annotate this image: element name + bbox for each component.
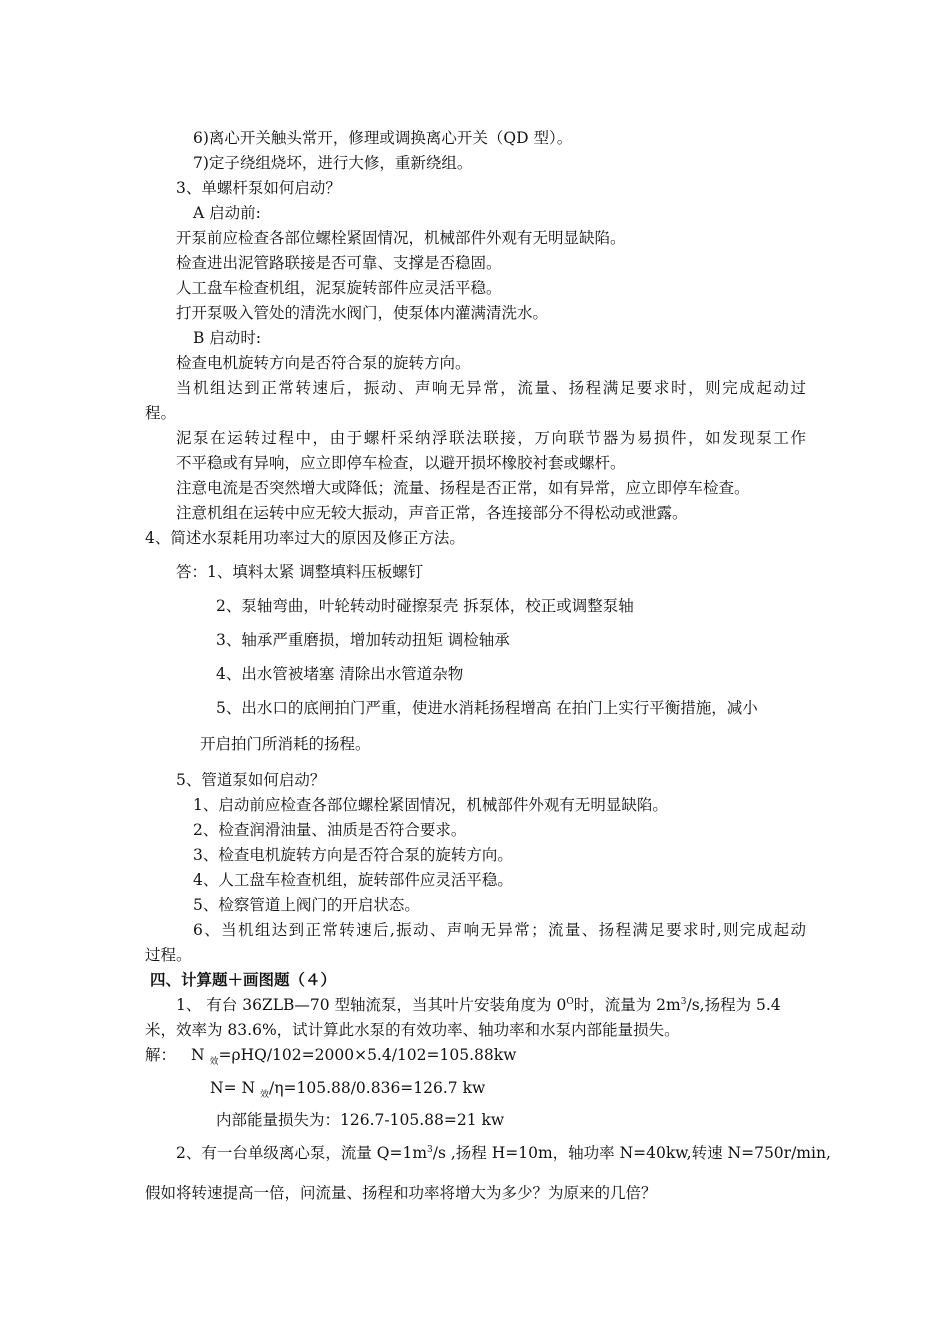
text-line: 不平稳或有异响，应立即停车检查，以避开损坏橡胶衬套或螺杆。 xyxy=(176,454,626,472)
calc-question-1-cont: 米，效率为 83.6%，试计算此水泵的有效功率、轴功率和水泵内部能量损失。 xyxy=(145,1021,680,1039)
text-line: 2、检查润滑油量、油质是否符合要求。 xyxy=(193,821,467,839)
subheading: B 启动时: xyxy=(193,329,262,347)
text-line: 3、检查电机旋转方向是否符合泵的旋转方向。 xyxy=(193,846,513,864)
formula-line: N $_效$=ρHQ/102=2000×5.4/102=105.88kw xyxy=(191,1046,517,1068)
section-heading: 四、计算题＋画图题（４） xyxy=(150,970,337,989)
text-line: 过程。 xyxy=(145,946,192,964)
question-heading: 5、管道泵如何启动？ xyxy=(176,771,326,789)
text-line: 打开泵吸入管处的清洗水阀门，使泵体内灌满清洗水。 xyxy=(176,304,549,322)
text-line: 检查进出泥管路联接是否可靠、支撑是否稳固。 xyxy=(176,254,502,272)
calc-question-2-cont: 假如将转速提高一倍，问流量、扬程和功率将增大为多少？为原来的几倍？ xyxy=(145,1184,657,1202)
calc-question-1: 1、 有台 36ZLB—70 型轴流泵，当其叶片安装角度为 $0^O$时，流量为 $2m^3/s$,扬程为 5.4 xyxy=(176,996,781,1014)
answer-line: 5、出水口的底闸拍门严重，使进水消耗扬程增高 在拍门上实行平衡措施，减小 xyxy=(216,699,758,717)
text-line: 人工盘车检查机组，泥泵旋转部件应灵活平稳。 xyxy=(176,279,502,297)
text-line: 6)离心开关触头常开，修理或调换离心开关（QD 型）。 xyxy=(193,129,573,147)
solution-label: 解： xyxy=(145,1046,177,1064)
text-line: 程。 xyxy=(145,404,177,422)
text-line: 7)定子绕组烧坏，进行大修，重新绕组。 xyxy=(193,154,473,172)
answer-line: 答：1、填料太紧 调整填料压板螺钉 xyxy=(176,563,424,581)
subheading: A 启动前: xyxy=(193,204,261,222)
text-line: 检查电机旋转方向是否符合泵的旋转方向。 xyxy=(176,354,471,372)
text-line: 注意机组在运转中应无较大振动，声音正常，各连接部分不得松动或泄露。 xyxy=(176,504,688,522)
text-line: 6、当机组达到正常转速后,振动、声响无异常；流量、扬程满足要求时,则完成起动 xyxy=(193,921,806,939)
formula-line: 内部能量损失为：126.7-105.88=21 kw xyxy=(216,1111,505,1129)
text-line: 注意电流是否突然增大或降低；流量、扬程是否正常，如有异常，应立即停车检查。 xyxy=(176,479,750,497)
calc-question-2: 2、有一台单级离心泵，流量 $Q=1m^3/s$ ,扬程 H=10m，轴功率 N=40kw,转速 N=750r/min, xyxy=(176,1144,831,1162)
text-line: 开泵前应检查各部位螺栓紧固情况，机械部件外观有无明显缺陷。 xyxy=(176,229,626,247)
text-line: 1、启动前应检查各部位螺栓紧固情况，机械部件外观有无明显缺陷。 xyxy=(193,796,668,814)
answer-line: 开启拍门所消耗的扬程。 xyxy=(200,735,371,753)
question-heading: 3、单螺杆泵如何启动？ xyxy=(176,179,341,197)
formula-line: N= N $_效$/η=105.88/0.836=126.7 kw xyxy=(210,1079,486,1101)
answer-line: 3、轴承严重磨损，增加转动扭矩 调检轴承 xyxy=(216,631,510,649)
text-line: 4、人工盘车检查机组，旋转部件应灵活平稳。 xyxy=(193,871,513,889)
answer-line: 2、泵轴弯曲，叶轮转动时碰擦泵壳 拆泵体，校正或调整泵轴 xyxy=(216,597,634,615)
question-heading: 4、简述水泵耗用功率过大的原因及修正方法。 xyxy=(145,529,465,547)
text-line: 泥泵在运转过程中，由于螺杆采纳浮联法联接，万向联节器为易损件，如发现泵工作 xyxy=(176,429,806,447)
text-line: 当机组达到正常转速后，振动、声响无异常，流量、扬程满足要求时，则完成起动过 xyxy=(176,379,806,397)
text-line: 5、检察管道上阀门的开启状态。 xyxy=(193,896,420,914)
answer-line: 4、出水管被堵塞 清除出水管道杂物 xyxy=(216,665,464,683)
